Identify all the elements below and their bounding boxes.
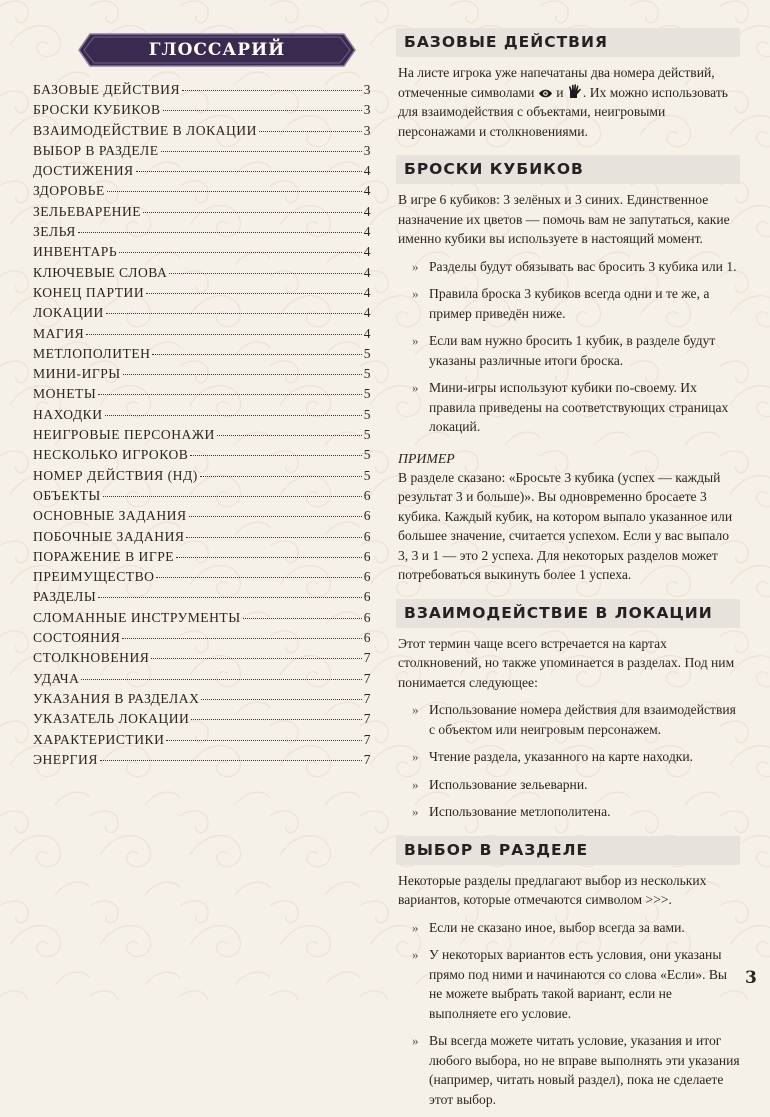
dot-leader — [189, 516, 362, 517]
dot-leader — [243, 618, 362, 619]
bullet-item — [396, 700, 740, 739]
dot-leader — [176, 557, 362, 558]
example-title: ПРИМЕР — [398, 450, 455, 466]
glossary-page-number: 7 — [363, 670, 371, 686]
dot-leader — [182, 90, 362, 91]
glossary-page-number: 5 — [363, 447, 371, 463]
dot-leader — [86, 334, 362, 335]
glossary-entry — [33, 102, 371, 122]
glossary-page-number: 6 — [363, 528, 371, 544]
glossary-term: УКАЗАТЕЛЬ ЛОКАЦИИ — [33, 711, 190, 727]
dot-leader — [156, 577, 361, 578]
glossary-entry — [33, 224, 371, 244]
glossary-term: НОМЕР ДЕЙСТВИЯ (НД) — [33, 467, 198, 483]
glossary-page-number: 3 — [363, 82, 371, 97]
glossary-page-number: 4 — [363, 244, 371, 260]
bullet-text: Если не сказано иное, выбор всегда за вами. — [429, 919, 685, 935]
bullet-text: Мини-игры используют кубики по-своему. Их правила приведены на соответствующих страницах локаций. — [429, 380, 729, 434]
glossary-page-number: 5 — [363, 386, 371, 402]
glossary-page-number: 6 — [363, 630, 371, 646]
bullet-text: Использование номера действия для взаимодействия с объектом или неигровым персонажем. — [429, 702, 736, 737]
bullet-text: Правила броска 3 кубиков всегда одни и те же, а пример приведён ниже. — [429, 286, 710, 321]
glossary-term: УКАЗАНИЯ В РАЗДЕЛАХ — [33, 690, 200, 706]
glossary-entry — [33, 204, 371, 224]
glossary-page-number: 7 — [363, 731, 371, 747]
glossary-term: КОНЕЦ ПАРТИИ — [33, 284, 145, 300]
bullet-text: Использование метлополитена. — [429, 804, 611, 819]
dot-leader — [152, 354, 361, 355]
glossary-entry — [33, 285, 371, 305]
dot-leader — [98, 597, 361, 598]
section-heading-dice-rolls: БРОСКИ КУБИКОВ — [396, 155, 740, 184]
glossary-page-number: 7 — [363, 751, 371, 767]
glossary-entry — [33, 143, 371, 163]
bullet-item — [396, 378, 740, 437]
glossary-term: ЗЕЛЬЯ — [33, 224, 76, 240]
bullet-text: Использование зельеварни. — [429, 776, 588, 792]
glossary-page-number: 4 — [363, 305, 371, 321]
dot-leader — [169, 273, 361, 274]
glossary-term: МИНИ-ИГРЫ — [33, 366, 121, 382]
dot-leader — [190, 455, 361, 456]
glossary-term: ХАРАКТЕРИСТИКИ — [33, 731, 165, 747]
glossary-term: НЕСКОЛЬКО ИГРОКОВ — [33, 447, 189, 463]
glossary-term: НАХОДКИ — [33, 406, 103, 422]
location-interaction-text: Этот термин чаще всего встречается на картах столкновений, но также упоминается в разделах. Под ним понимается следующее: — [398, 635, 735, 690]
dot-leader — [119, 252, 362, 253]
dot-leader — [143, 212, 362, 213]
glossary-title: ГЛОССАРИЙ — [148, 40, 286, 60]
basic-actions-text: На листе игрока уже напечатаны два номера действий, отмеченные символами и . Их можно использовать для взаимодействия с объектами, неигровыми персонажами и столкновениями. — [398, 65, 728, 139]
glossary-entry — [33, 610, 371, 630]
glossary-entry — [33, 163, 371, 183]
glossary-entry — [33, 244, 371, 264]
page-number: 3 — [745, 968, 757, 988]
rules-column — [396, 28, 740, 1117]
glossary-page-number: 6 — [363, 548, 371, 564]
glossary-entry — [33, 549, 371, 569]
glossary-page-number: 3 — [363, 122, 371, 138]
dot-leader — [136, 171, 362, 172]
glossary-page-number: 3 — [363, 142, 371, 158]
bullet-marker: » — [412, 258, 419, 274]
bullet-marker: » — [412, 380, 419, 395]
dot-leader — [200, 476, 362, 477]
glossary-entry — [33, 468, 371, 488]
glossary-entry — [33, 732, 371, 752]
dot-leader — [161, 151, 362, 152]
glossary-page-number: 7 — [363, 650, 371, 666]
glossary-page-number: 6 — [363, 609, 371, 625]
bullet-item — [396, 1031, 740, 1109]
glossary-page-number: 5 — [363, 406, 371, 422]
glossary-entry — [33, 691, 371, 711]
dice-rolls-text: В игре 6 кубиков: 3 зелёных и 3 синих. Единственное назначение их цветов — помочь вам не запутаться, какие именно кубики вы используете в настоящий момент. — [398, 192, 730, 246]
glossary-page-number: 7 — [363, 711, 371, 727]
glossary-term: ЗДОРОВЬЕ — [33, 183, 105, 199]
dot-leader — [122, 638, 361, 639]
dot-leader — [151, 658, 361, 659]
bullet-item — [396, 284, 740, 323]
glossary-page-number: 6 — [363, 589, 371, 605]
dot-leader — [105, 415, 362, 416]
dot-leader — [186, 537, 361, 538]
section-heading-location-interaction: ВЗАИМОДЕЙСТВИЕ В ЛОКАЦИИ — [396, 599, 740, 628]
glossary-page-number: 5 — [363, 427, 371, 443]
bullet-item — [396, 802, 740, 822]
bullet-item — [396, 918, 740, 938]
glossary-entry — [33, 711, 371, 731]
glossary-term: БРОСКИ КУБИКОВ — [33, 102, 161, 118]
glossary-entry — [33, 569, 371, 589]
section-choice-text: Некоторые разделы предлагают выбор из нескольких вариантов, которые отмечаются символом >>>. — [398, 872, 707, 907]
glossary-term: ОСНОВНЫЕ ЗАДАНИЯ — [33, 508, 187, 524]
glossary-term: ВЫБОР В РАЗДЕЛЕ — [33, 142, 159, 158]
hand-icon — [567, 84, 583, 99]
glossary-entry — [33, 630, 371, 650]
bullet-text: У некоторых вариантов есть условия, они указаны прямо под ними и начинаются со слова «Если». Вы не можете выбрать такой вариант, если не выполняете его условие. — [429, 947, 728, 1021]
glossary-page-number: 3 — [363, 102, 371, 118]
glossary-term: СОСТОЯНИЯ — [33, 630, 121, 646]
glossary-page-number: 5 — [363, 366, 371, 382]
glossary-page-number: 6 — [363, 569, 371, 585]
glossary-page-number: 7 — [363, 690, 371, 706]
glossary-entry — [33, 407, 371, 427]
bullet-marker: » — [412, 749, 419, 764]
dot-leader — [201, 699, 361, 700]
section-heading-section-choice: ВЫБОР В РАЗДЕЛЕ — [396, 836, 740, 865]
dot-leader — [78, 232, 362, 233]
bullet-marker: » — [412, 702, 419, 717]
glossary-entry — [33, 265, 371, 285]
glossary-page-number: 4 — [363, 224, 371, 240]
bullet-text: Чтение раздела, указанного на карте находки. — [429, 749, 694, 764]
glossary-term: ВЗАИМОДЕЙСТВИЕ В ЛОКАЦИИ — [33, 122, 257, 138]
glossary-term: БАЗОВЫЕ ДЕЙСТВИЯ — [33, 82, 181, 97]
dot-leader — [191, 719, 361, 720]
glossary-term: СЛОМАННЫЕ ИНСТРУМЕНТЫ — [33, 609, 241, 625]
glossary-entry — [33, 529, 371, 549]
eye-icon — [538, 88, 553, 99]
example-text: В разделе сказано: «Бросьте 3 кубика (успех — каждый результат 3 и больше)». Вы одновременно бросаете 3 кубика. Каждый кубик, на котором выпало указанное или большее значение, считается успехом. Если у вас выпало 3, 3 и 1 — это 2 успеха. Для некоторых разделов может потребоваться выкинуть более 1 успеха. — [398, 469, 733, 582]
bullet-marker: » — [412, 333, 419, 348]
dot-leader — [98, 394, 362, 395]
dot-leader — [166, 740, 361, 741]
section-choice-bullets — [396, 918, 740, 1110]
glossary-entry — [33, 386, 371, 406]
glossary-entry — [33, 589, 371, 609]
dot-leader — [81, 679, 361, 680]
glossary-page-number: 4 — [363, 284, 371, 300]
glossary-page-number: 4 — [363, 203, 371, 219]
bullet-item — [396, 257, 740, 277]
glossary-term: МЕТЛОПОЛИТЕН — [33, 345, 151, 361]
bullet-item — [396, 331, 740, 370]
dot-leader — [100, 760, 362, 761]
bullet-marker: » — [412, 1033, 419, 1048]
bullet-text: Если вам нужно бросить 1 кубик, в разделе будут указаны различные итоги броска. — [429, 333, 716, 368]
glossary-entry — [33, 488, 371, 508]
glossary-page-number: 4 — [363, 183, 371, 199]
bullet-marker: » — [412, 776, 419, 792]
glossary-entry — [33, 752, 371, 772]
glossary-term: ПОРАЖЕНИЕ В ИГРЕ — [33, 548, 175, 564]
bullet-text: Вы всегда можете читать условие, указания и итог любого выбора, но не вправе выполнять эти указания (например, читать новый раздел), пока не сделаете этот выбор. — [429, 1033, 740, 1107]
bullet-marker: » — [412, 947, 419, 962]
dot-leader — [107, 191, 362, 192]
glossary-banner — [78, 33, 356, 67]
bullet-item — [396, 775, 740, 795]
dot-leader — [217, 435, 362, 436]
glossary-term: НЕИГРОВЫЕ ПЕРСОНАЖИ — [33, 427, 215, 443]
dot-leader — [103, 496, 362, 497]
glossary-page-number: 4 — [363, 325, 371, 341]
bullet-marker: » — [412, 804, 419, 819]
glossary-page-number: 6 — [363, 508, 371, 524]
dice-rolls-bullets — [396, 257, 740, 437]
dot-leader — [163, 110, 362, 111]
glossary-page-number: 4 — [363, 163, 371, 179]
glossary-entry — [33, 671, 371, 691]
glossary-term: РАЗДЕЛЫ — [33, 589, 97, 605]
glossary-entry — [33, 305, 371, 325]
glossary-entry — [33, 346, 371, 366]
bullet-item — [396, 945, 740, 1023]
glossary-page-number: 6 — [363, 487, 371, 503]
dot-leader — [106, 313, 362, 314]
glossary-term: ПРЕИМУЩЕСТВО — [33, 569, 155, 585]
glossary-entry — [33, 427, 371, 447]
glossary-term: КЛЮЧЕВЫЕ СЛОВА — [33, 264, 168, 280]
glossary-page-number: 5 — [363, 345, 371, 361]
glossary-term: ДОСТИЖЕНИЯ — [33, 163, 134, 179]
glossary-entry — [33, 183, 371, 203]
glossary-term: ОБЪЕКТЫ — [33, 487, 101, 503]
glossary-entry — [33, 650, 371, 670]
bullet-marker: » — [412, 286, 419, 301]
glossary-term: ИНВЕНТАРЬ — [33, 244, 118, 260]
dot-leader — [123, 374, 362, 375]
glossary-entry — [33, 508, 371, 528]
glossary-page-number: 4 — [363, 264, 371, 280]
glossary-term: ЛОКАЦИИ — [33, 305, 104, 321]
glossary-page-number: 5 — [363, 467, 371, 483]
glossary-term: ЗЕЛЬЕВАРЕНИЕ — [33, 203, 142, 219]
glossary-entry — [33, 82, 371, 102]
glossary-entry — [33, 123, 371, 143]
glossary-list — [33, 82, 371, 772]
glossary-term: УДАЧА — [33, 670, 80, 686]
glossary-term: МОНЕТЫ — [33, 386, 97, 402]
dot-leader — [146, 293, 362, 294]
glossary-term: ЭНЕРГИЯ — [33, 751, 98, 767]
glossary-entry — [33, 366, 371, 386]
bullet-marker: » — [412, 919, 419, 935]
bullet-item — [396, 747, 740, 767]
dot-leader — [259, 131, 362, 132]
location-interaction-bullets — [396, 700, 740, 822]
glossary-term: СТОЛКНОВЕНИЯ — [33, 650, 150, 666]
section-heading-basic-actions: БАЗОВЫЕ ДЕЙСТВИЯ — [396, 28, 740, 57]
glossary-term: ПОБОЧНЫЕ ЗАДАНИЯ — [33, 528, 185, 544]
bullet-text: Разделы будут обязывать вас бросить 3 кубика или 1. — [429, 258, 737, 274]
glossary-entry — [33, 447, 371, 467]
glossary-entry — [33, 326, 371, 346]
glossary-term: МАГИЯ — [33, 325, 85, 341]
